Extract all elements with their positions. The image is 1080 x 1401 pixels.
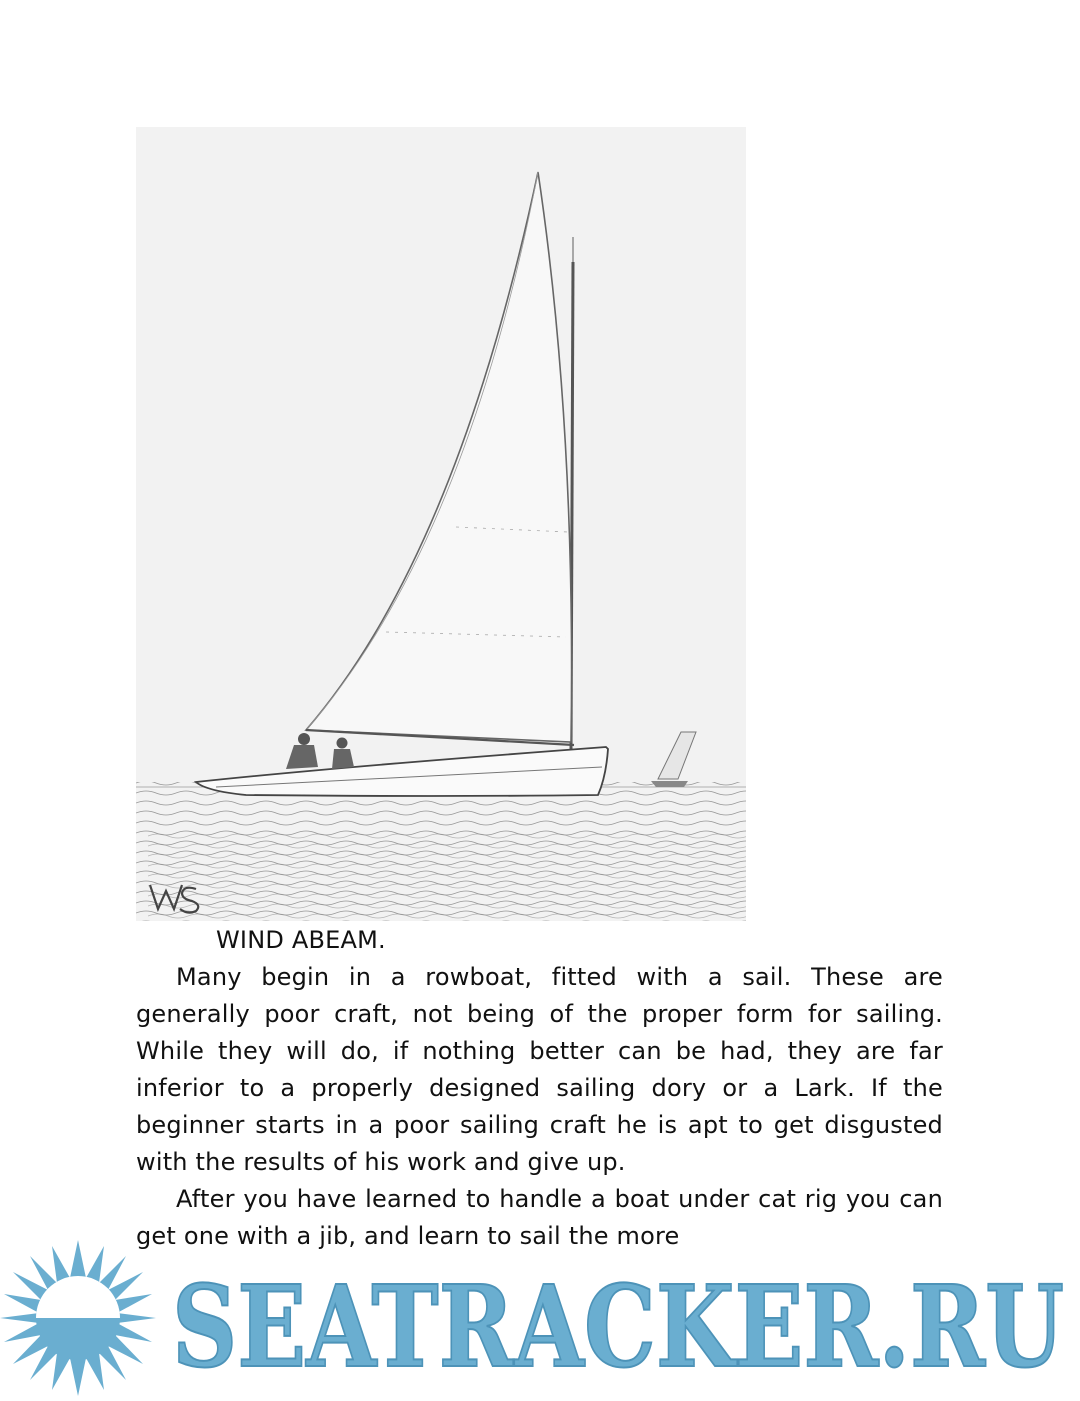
sailboat-drawing (136, 127, 746, 921)
watermark-text: SEATRACKER.RU (172, 1262, 1064, 1393)
figure-caption: WIND ABEAM. (216, 926, 386, 954)
sailor-figure (337, 738, 348, 749)
sailboat-illustration (136, 127, 746, 921)
page-text (136, 922, 943, 1255)
paragraph: After you have learned to handle a boat under cat rig you can get one with a jib, and learn to sail the more (136, 1185, 943, 1250)
watermark-logo (0, 1238, 1080, 1397)
sailor-figure (298, 733, 310, 745)
seatracker-watermark (0, 1238, 1080, 1397)
sun-icon (0, 1240, 156, 1396)
paragraph: Many begin in a rowboat, fitted with a sail. These are generally poor craft, not being of the proper form for sailing. While they will do, if nothing better can be had, they are far inferior to a properly designed sailing dory or a Lark. If the beginner starts in a poor sailing craft he is apt to get disgusted with the results of his work and give up. (136, 963, 943, 1176)
